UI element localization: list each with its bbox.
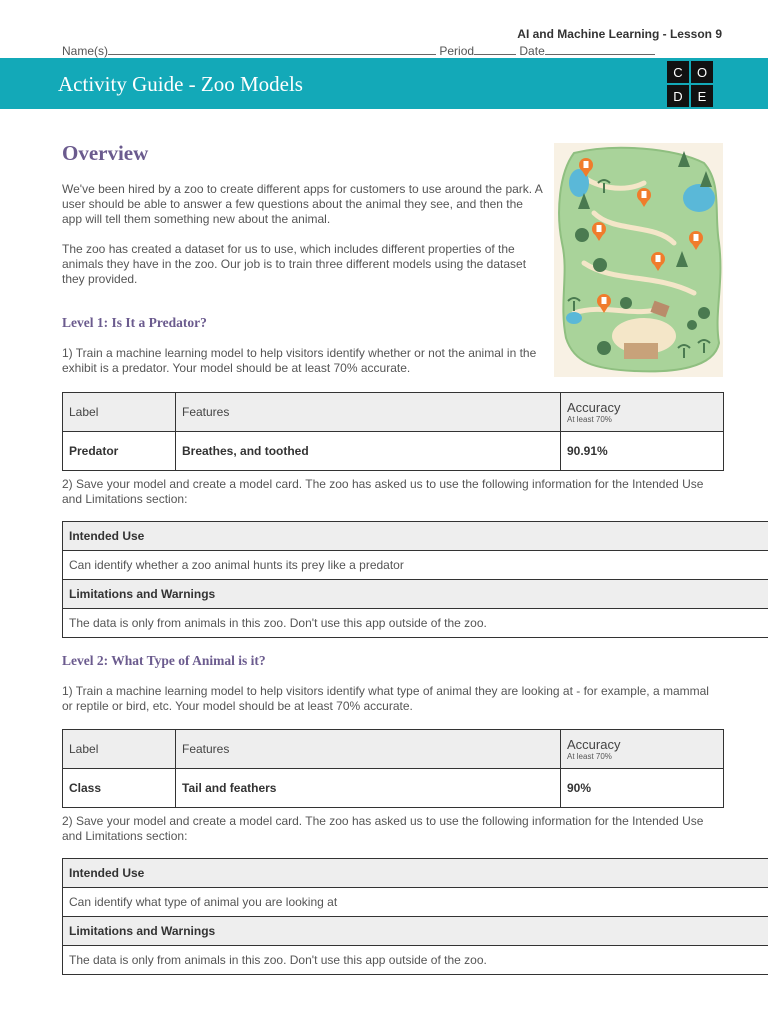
intended-use-value[interactable]: Can identify whether a zoo animal hunts its prey like a predator: [63, 551, 768, 580]
level1-instruction-1: 1) Train a machine learning model to help visitors identify whether or not the animal in the exhibit is a predator. Your model should be at least 70% accurate.: [62, 346, 537, 375]
label-header: Label: [63, 730, 176, 769]
name-period-date-line: [62, 43, 655, 58]
period-blank[interactable]: [474, 43, 516, 55]
level1-features-table: [62, 392, 724, 471]
limitations-label: Limitations and Warnings: [63, 917, 768, 946]
label-cell[interactable]: Predator: [63, 432, 176, 471]
level1-model-card-table: [62, 521, 768, 638]
accuracy-header-note: At least 70%: [567, 752, 612, 761]
overview-paragraph-2: The zoo has created a dataset for us to use, which includes different properties of the animals they have in the zoo. Our job is to train three different models using the dataset they provided.: [62, 242, 527, 286]
level2-features-table: [62, 729, 724, 808]
lesson-title: AI and Machine Learning - Lesson 9: [517, 27, 722, 41]
table-row: [63, 432, 724, 471]
overview-heading: Overview: [62, 141, 149, 165]
features-header: Features: [176, 730, 561, 769]
intended-use-label: Intended Use: [63, 859, 768, 888]
name-blank[interactable]: [108, 43, 436, 55]
accuracy-header: [561, 730, 724, 769]
table-header-row: [63, 393, 724, 432]
name-label: Name(s): [62, 44, 109, 58]
limitations-value[interactable]: The data is only from animals in this zoo. Don't use this app outside of the zoo.: [63, 946, 768, 975]
limitations-value[interactable]: The data is only from animals in this zoo. Don't use this app outside of the zoo.: [63, 609, 768, 638]
level2-heading: Level 2: What Type of Animal is it?: [62, 653, 266, 668]
level2-instruction-2: 2) Save your model and create a model card. The zoo has asked us to use the following information for the Intended Use and Limitations section:: [62, 814, 704, 843]
accuracy-cell[interactable]: 90%: [561, 769, 724, 808]
level1-heading: Level 1: Is It a Predator?: [62, 315, 207, 330]
date-label: Date: [519, 44, 545, 58]
intended-use-label: Intended Use: [63, 522, 768, 551]
zoo-map-illustration: [554, 143, 723, 377]
logo-letter: E: [691, 85, 713, 107]
features-cell[interactable]: Breathes, and toothed: [176, 432, 561, 471]
level2-model-card-table: [62, 858, 768, 975]
limitations-label: Limitations and Warnings: [63, 580, 768, 609]
table-header-row: [63, 730, 724, 769]
table-row: [63, 769, 724, 808]
features-cell[interactable]: Tail and feathers: [176, 769, 561, 808]
title-banner: [0, 58, 768, 109]
code-logo: [667, 61, 713, 107]
accuracy-cell[interactable]: 90.91%: [561, 432, 724, 471]
logo-letter: C: [667, 61, 689, 83]
date-blank[interactable]: [545, 43, 655, 55]
label-header: Label: [63, 393, 176, 432]
period-label: Period: [439, 44, 475, 58]
activity-guide-title: Activity Guide - Zoo Models: [58, 72, 303, 96]
label-cell[interactable]: Class: [63, 769, 176, 808]
accuracy-header: [561, 393, 724, 432]
logo-letter: D: [667, 85, 689, 107]
features-header: Features: [176, 393, 561, 432]
overview-paragraph-1: We've been hired by a zoo to create different apps for customers to use around the park. A user should be able to answer a few questions about the animal they see, and then the app will tell them something new about the animal.: [62, 182, 543, 226]
accuracy-header-note: At least 70%: [567, 415, 612, 424]
accuracy-header-label: Accuracy: [567, 737, 621, 752]
accuracy-header-label: Accuracy: [567, 400, 621, 415]
level1-instruction-2: 2) Save your model and create a model card. The zoo has asked us to use the following information for the Intended Use and Limitations section:: [62, 477, 704, 506]
intended-use-value[interactable]: Can identify what type of animal you are looking at: [63, 888, 768, 917]
level2-instruction-1: 1) Train a machine learning model to help visitors identify what type of animal they are looking at - for example, a mammal or reptile or bird, etc. Your model should be at least 70% accurate.: [62, 684, 709, 713]
logo-letter: O: [691, 61, 713, 83]
